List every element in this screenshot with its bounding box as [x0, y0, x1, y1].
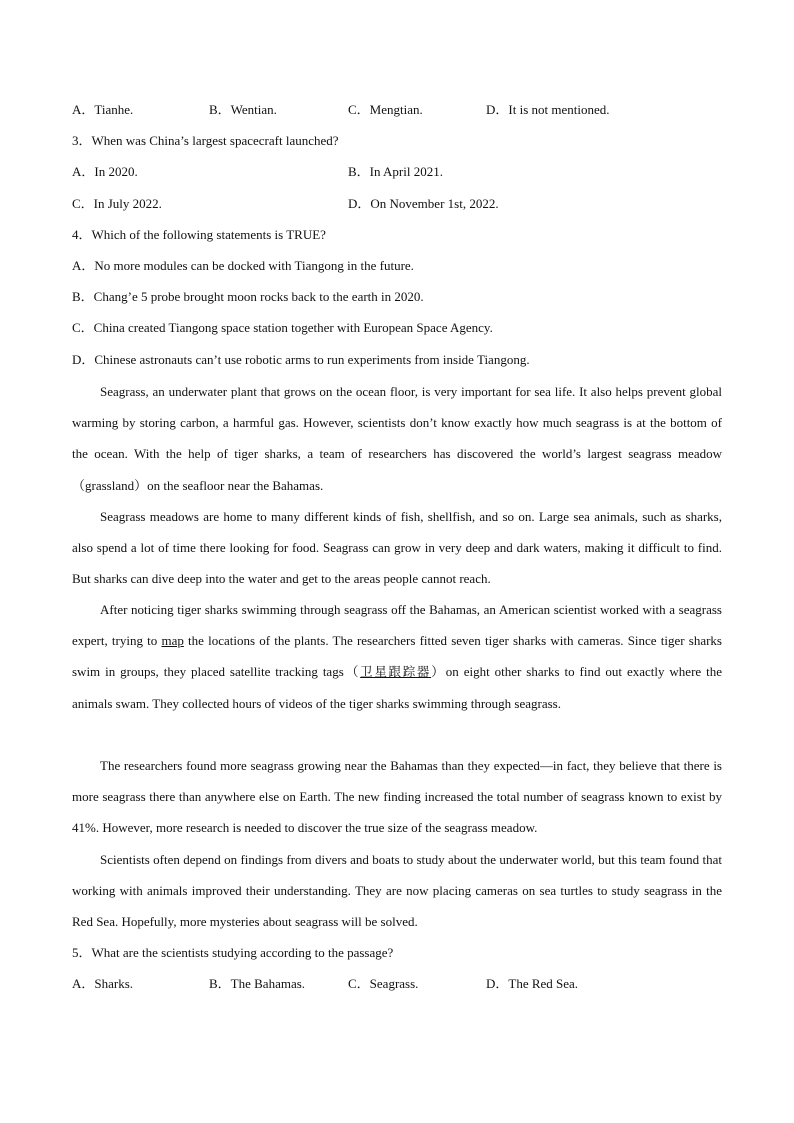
q4-stem: 4．Which of the following statements is TRUE? [72, 227, 326, 242]
q3-option-b: B．In April 2021. [348, 164, 443, 179]
underlined-word-map: map [161, 633, 184, 649]
q5-option-b: B．The Bahamas. [209, 976, 306, 991]
q4-option-b: B．Chang’e 5 probe brought moon rocks back to the earth in 2020. [72, 289, 424, 304]
passage-paragraph-5: Scientists often depend on findings from divers and boats to study about the underwater world, but this team found that working with animals improved their understanding. They are now placing cameras on sea turtles to study seagrass in the Red Sea. Hopefully, more mysteries about seagrass will be solved. [72, 852, 722, 930]
q2-option-b: B．Wentian. [209, 102, 277, 117]
p3-text-b: the locations of the plants. The researchers fitted seven tiger sharks with cameras. Since tiger sharks swim in groups, they placed satellite tracking tags（ [72, 633, 722, 680]
passage-paragraph-1: Seagrass, an underwater plant that grows on the ocean floor, is very important for sea life. It also helps prevent global warming by storing carbon, a harmful gas. However, scientists don’t know exactly how much seagrass is at the bottom of the ocean. With the help of tiger sharks, a team of researchers has discovered the world’s largest seagrass meadow（grassland）on the seafloor near the Bahamas. [72, 384, 722, 493]
q3-option-c: C．In July 2022. [72, 196, 162, 211]
q5-option-d: D．The Red Sea. [486, 976, 579, 991]
passage-paragraph-2: Seagrass meadows are home to many different kinds of fish, shellfish, and so on. Large sea animals, such as sharks, also spend a lot of time there looking for food. Seagrass can grow in very deep and dark waters, making it difficult to find. But sharks can dive deep into the water and get to the areas people cannot reach. [72, 509, 722, 587]
q2-option-a: A．Tianhe. [72, 102, 134, 117]
q2-option-d: D．It is not mentioned. [486, 102, 610, 117]
q3-stem: 3．When was China’s largest spacecraft launched? [72, 133, 339, 148]
q5-option-c: C．Seagrass. [348, 976, 419, 991]
q5-stem: 5．What are the scientists studying according to the passage? [72, 945, 394, 960]
q4-option-d: D．Chinese astronauts can’t use robotic arms to run experiments from inside Tiangong. [72, 352, 530, 367]
passage-paragraph-4: The researchers found more seagrass growing near the Bahamas than they expected—in fact, they believe that there is more seagrass there than anywhere else on Earth. The new finding increased the total number of seagrass known to exist by 41%. However, more research is needed to discover the true size of the seagrass meadow. [72, 758, 722, 836]
passage-paragraph-3 [72, 594, 722, 719]
q4-option-a: A．No more modules can be docked with Tiangong in the future. [72, 258, 414, 273]
p3-text-a: After noticing tiger sharks swimming through seagrass off the Bahamas, an American scientist worked with a seagrass expert, trying to [72, 602, 722, 649]
cjk-gloss: 卫星跟踪器 [360, 664, 432, 680]
q5-option-a: A．Sharks. [72, 976, 134, 991]
q3-option-a: A．In 2020. [72, 164, 138, 179]
q3-option-d: D．On November 1st, 2022. [348, 196, 499, 211]
q2-option-c: C．Mengtian. [348, 102, 423, 117]
p3-text-c: ）on eight other sharks to find out exactly where the animals swam. They collected hours of videos of the tiger sharks swimming through seagrass. [72, 664, 722, 711]
q4-option-c: C．China created Tiangong space station together with European Space Agency. [72, 320, 493, 335]
